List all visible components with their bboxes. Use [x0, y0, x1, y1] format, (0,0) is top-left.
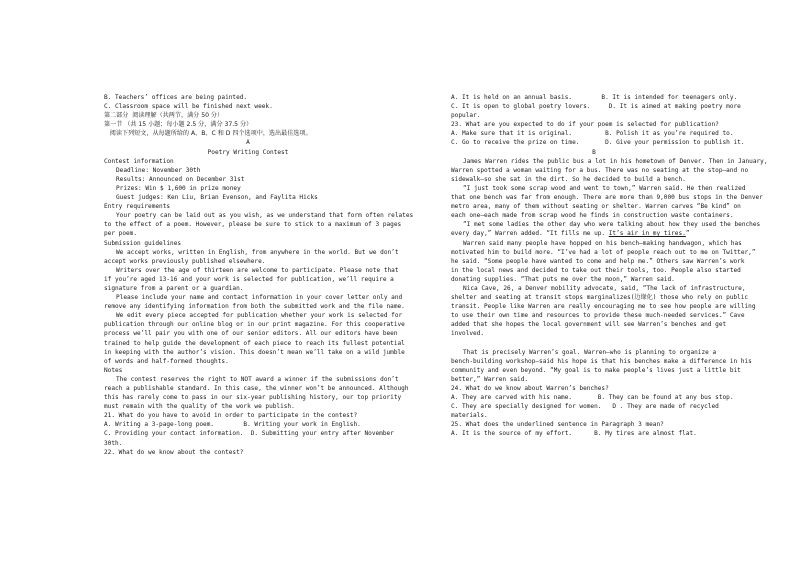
left-text-line: [104, 93, 392, 102]
left-text-line: [104, 248, 399, 257]
line-text: B: [592, 148, 596, 156]
line-text: “I just took some scrap wood and went to town,” Warren said. He then realized: [463, 184, 746, 192]
line-text: Warren spotted a woman waiting for a bus. There was no seating at the stop—and no: [451, 166, 749, 174]
right-text-line: [451, 411, 737, 420]
line-text: materials.: [451, 412, 488, 420]
line-text: Notes: [104, 366, 123, 374]
line-text: The contest reserves the right to NOT award a winner if the submissions don’t: [116, 375, 399, 383]
right-text-line: [451, 293, 749, 302]
line-text: Submission guidelines: [104, 239, 182, 247]
right-text-line: [451, 357, 752, 366]
left-text-line: [104, 148, 392, 157]
line-text: 30th.: [104, 439, 123, 447]
left-text-line: [104, 229, 392, 238]
left-text-line: [104, 411, 392, 420]
line-text: of words and half-formed thoughts.: [104, 357, 229, 365]
line-text: every day,” Warren added. “It fills me up.: [451, 230, 609, 238]
line-text: reach a publishable standard. In this case, the winner won’t be announced. Although: [104, 385, 409, 392]
right-text-line: [451, 193, 763, 202]
right-text-line: [451, 375, 737, 384]
left-text-line: [104, 138, 392, 147]
line-text: We accept works, written in English, from anywhere in the world. But we don’t: [116, 248, 399, 256]
left-text-line: [104, 293, 403, 302]
line-text: must remain with the quality of the work we publish.: [104, 403, 295, 411]
line-text: per poem.: [104, 230, 138, 238]
line-text: Writers over the age of thirteen are welcome to participate. Please note that: [116, 266, 399, 274]
line-text: community and even beyond. “My goal is to make people’s lives just a little bit: [451, 366, 741, 374]
right-text-line: [451, 157, 768, 166]
line-text: popular.: [451, 112, 481, 120]
line-text: 25. What does the underlined sentence in Paragraph 3 mean?: [451, 421, 664, 429]
line-text: metro area, many of them without seating or shelter. Warren carves “Be kind” on: [451, 203, 741, 211]
line-text: in the local news and decided to take out their tools, too. People also started: [451, 266, 741, 274]
line-text: That is precisely Warren’s goal. Warren—who is planning to organize a: [463, 348, 717, 356]
left-text-line: [104, 329, 398, 338]
line-text: added that she hopes the local government will see Warren’s benches and get: [451, 321, 727, 329]
line-text: 21. What do you have to avoid in order to participate in the contest?: [104, 412, 358, 420]
line-text: 22. What do we know about the contest?: [104, 448, 244, 456]
right-text-line: [451, 320, 737, 329]
line-text-end: ”: [685, 230, 690, 238]
left-text-line: [104, 284, 392, 293]
line-text: publication through our online blog or in our print magazine. For this cooperative: [104, 321, 405, 329]
right-text-line: [451, 348, 737, 357]
left-text-line: [104, 429, 392, 438]
line-text: A. It is the source of my effort. B. My tires are almost flat.: [451, 430, 697, 438]
left-text-line: [104, 339, 405, 348]
line-text: that one bench was far from enough. There are more than 9,000 bus stops in the Denver: [451, 194, 763, 202]
right-text-line: [451, 138, 745, 147]
line-text: 23. What are you expected to do if your poem is selected for publication?: [451, 121, 719, 129]
right-text-line: [451, 366, 741, 375]
line-text: Nica Cave, 26, a Denver mobility advocate, said, “The lack of infrastructure,: [463, 284, 746, 292]
line-text: accept works previously published elsewhere.: [104, 257, 266, 265]
left-text-line: [104, 320, 405, 329]
right-text-line: [451, 275, 737, 284]
right-text-line: [451, 420, 737, 429]
line-text: he said. “Some people have wanted to come and help me.” Others saw Warren’s work: [451, 257, 745, 265]
right-text-line: [451, 302, 756, 311]
line-text: A. Writing a 3-page-long poem. B. Writing your work in English.: [104, 421, 361, 429]
left-text-line: [104, 420, 392, 429]
left-text-line: [104, 402, 392, 411]
right-text-line: [451, 229, 737, 238]
line-text: Guest judges: Ken Liu, Brian Evenson, and Faylita Hicks: [116, 194, 318, 202]
underlined-sentence: It’s air in my tires.: [608, 230, 686, 238]
right-text-line: [451, 220, 761, 229]
line-text: Deadline: November 30th: [116, 166, 201, 174]
left-text-line: [104, 302, 405, 311]
line-text: Results: Announced on December 31st: [116, 175, 245, 183]
line-text: in keeping with the author’s vision. This doesn’t mean we’ll take on a wild jumble: [104, 348, 405, 356]
left-text-line: [104, 448, 392, 457]
left-text-line: [104, 348, 405, 357]
line-text: each one—each made from scrap wood he finds in construction waste containers.: [451, 212, 734, 220]
line-text: trained to help guide the development of each piece to reach its fullest potential: [104, 339, 405, 347]
left-text-line: [104, 220, 402, 229]
left-text-line: [104, 439, 392, 448]
right-text-line: [451, 148, 737, 157]
line-text: better,” Warren said.: [451, 375, 529, 383]
right-column: [451, 93, 768, 439]
line-text: A. Make sure that it is original. B. Polish it as you’re required to.: [451, 130, 734, 138]
left-text-line: [104, 357, 392, 366]
line-text: C. Classroom space will be finished next week.: [104, 103, 273, 111]
left-text-line: [104, 193, 392, 202]
line-text: Your poetry can be laid out as you wish, as we understand that form often relates: [116, 212, 414, 220]
right-text-line: [451, 93, 737, 102]
left-text-line: [104, 375, 399, 384]
line-text: A. They are carved with his name. B. They can be found at any bus stop.: [451, 394, 734, 402]
left-text-line: [104, 266, 399, 275]
line-text: bench-building workshop—said his hope is that his benches make a difference in his: [451, 357, 752, 365]
right-text-line: [451, 257, 745, 266]
line-text: remove any identifying information from both the submitted work and the file name.: [104, 303, 405, 311]
left-text-line: [104, 384, 409, 393]
left-text-line: [104, 211, 414, 220]
line-text: A: [246, 139, 250, 147]
right-text-line: [451, 166, 749, 175]
left-text-line: [104, 120, 392, 129]
line-text: A. It is held on an annual basis. B. It is intended for teenagers only.: [451, 94, 738, 101]
right-text-line: [451, 284, 746, 293]
line-text: to the effect of a poem. However, please be sure to stick to a maximum of 3 pages: [104, 221, 402, 229]
left-text-line: [104, 157, 392, 166]
line-text: Warren said many people have hopped on his bench—making handwagon, which has: [463, 239, 742, 247]
left-text-line: [104, 184, 392, 193]
line-text: Contest information: [104, 157, 174, 165]
right-text-line: [451, 384, 737, 393]
left-text-line: [104, 166, 392, 175]
left-text-line: [104, 102, 392, 111]
line-text: transit. People like Warren are really encouraging me to see how people are willing: [451, 303, 756, 311]
right-text-line: [451, 175, 737, 184]
right-text-line: [451, 211, 737, 220]
left-text-line: [104, 366, 392, 375]
line-text: motivated him to build more. “I’ve had a lot of people reach out to me on Twitter,”: [451, 248, 756, 256]
line-text: C. Providing your contact information. D. Submitting your entry after November: [104, 430, 394, 438]
right-text-line: [451, 266, 741, 275]
line-text: to use their own time and resources to provide these much-needed services.” Cave: [451, 312, 745, 320]
left-text-line: [104, 202, 392, 211]
right-text-line: [451, 202, 741, 211]
line-text: 第一节 （共 15 小题；每小题 2.5 分，满分 37.5 分）: [104, 121, 253, 129]
right-text-line: [451, 393, 737, 402]
line-text: C. They are specially designed for women. D . They are made of recycled: [451, 403, 719, 411]
line-text: process we’ll pair you with one of our senior editors. All our editors have been: [104, 330, 398, 338]
line-text: B. Teachers’ offices are being painted.: [104, 94, 248, 101]
right-text-line: [451, 120, 737, 129]
line-text: We edit every piece accepted for publication whether your work is selected for: [116, 312, 403, 320]
line-text: Prizes: Win $ 1,600 in prize money: [116, 184, 241, 192]
left-text-line: [104, 129, 392, 138]
line-text: signature from a parent or a guardian.: [104, 284, 244, 292]
line-text: involved.: [451, 330, 485, 338]
line-text: 阅读下列短文，从每题所给的 A、B、C 和 D 四个选项中，选出最佳选项。: [104, 130, 312, 138]
right-text-line: [451, 311, 745, 320]
line-text: C. It is open to global poetry lovers. D. It is aimed at making poetry more: [451, 103, 741, 111]
line-text: shelter and seating at transit stops marginalizes(边缘化) those who rely on public: [451, 294, 749, 302]
left-text-line: [104, 257, 392, 266]
left-text-line: [104, 175, 392, 184]
right-text-line: [451, 184, 746, 193]
line-text: donating supplies. “That puts me over the moon,” Warren said.: [451, 275, 675, 283]
line-text: James Warren rides the public bus a lot in his hometown of Denver. Then in January,: [463, 157, 768, 165]
line-text: if you’re aged 13-16 and your work is selected for publication, we’ll require a: [104, 275, 394, 283]
line-text: 24. What do we know about Warren’s benches?: [451, 385, 609, 392]
right-text-line: [451, 402, 737, 411]
right-text-line: [451, 111, 737, 120]
line-text: 第二部分 阅读理解（共两节，满分 50 分）: [104, 112, 224, 120]
line-text: sidewalk—so she sat in the dirt. So he decided to build a bench.: [451, 175, 686, 183]
line-text: Entry requirements: [104, 203, 171, 211]
line-text: Please include your name and contact information in your cover letter only and: [116, 294, 403, 302]
left-text-line: [104, 275, 392, 284]
line-text: “I met some ladies the other day who were talking about how they used the benches: [463, 221, 761, 229]
right-text-line: [451, 339, 737, 348]
left-text-line: [104, 111, 392, 120]
right-text-line: [451, 129, 737, 138]
left-text-line: [104, 311, 403, 320]
left-column: [104, 93, 414, 457]
line-text: Poetry Writing Contest: [207, 148, 289, 156]
left-text-line: [104, 393, 402, 402]
right-text-line: [451, 248, 756, 257]
right-text-line: [451, 429, 737, 438]
line-text: C. Go to receive the prize on time. D. Give your permission to publish it.: [451, 139, 745, 147]
left-text-line: [104, 239, 392, 248]
right-text-line: [451, 239, 742, 248]
right-text-line: [451, 329, 737, 338]
line-text: this has rarely come to pass in our six-year publishing history, our top priority: [104, 394, 402, 402]
right-text-line: [451, 102, 741, 111]
